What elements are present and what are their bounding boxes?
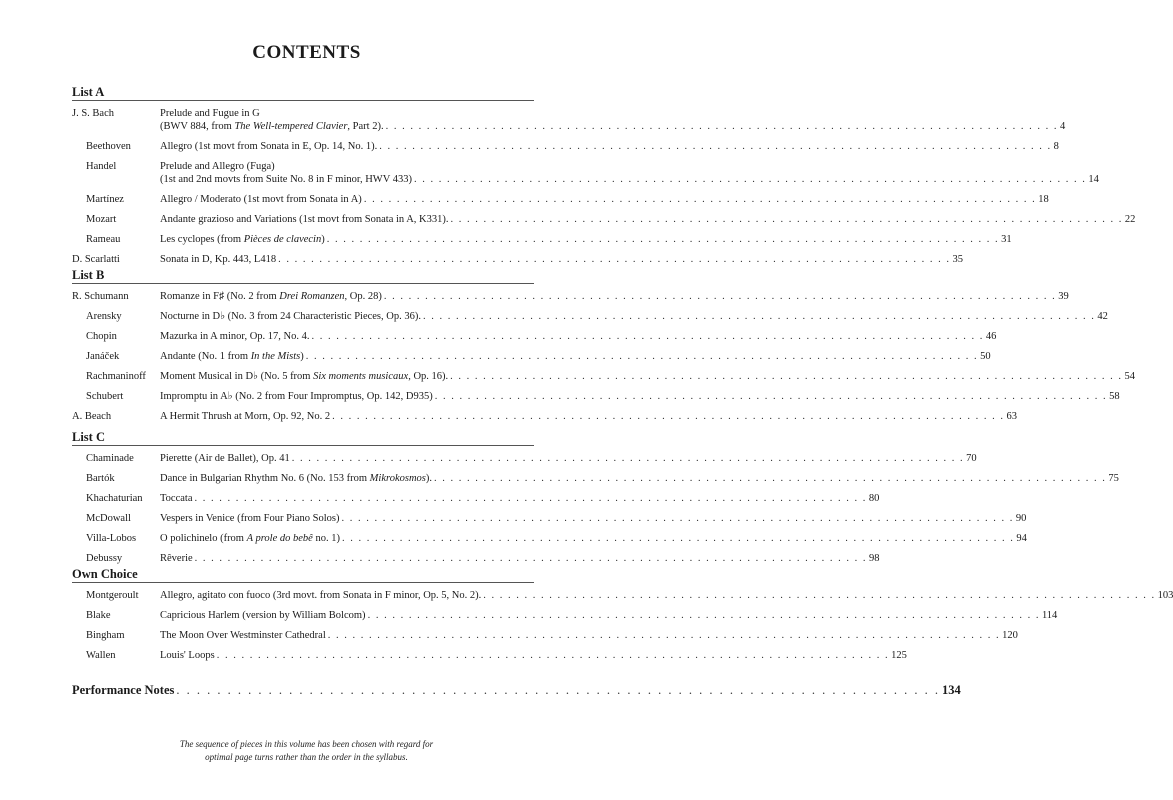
work-title-text bbox=[160, 350, 304, 363]
title-segment: (1st and 2nd movts from Suite No. 8 in F minor, HWV 433) bbox=[160, 174, 412, 185]
work-title-text bbox=[160, 290, 382, 303]
work-title-text bbox=[160, 370, 448, 383]
composer-name: Handel bbox=[86, 161, 117, 172]
work-title-text bbox=[160, 193, 362, 206]
page-number: 18 bbox=[1038, 194, 1049, 205]
title-segment: Allegro / Moderato (1st movt from Sonata in A) bbox=[160, 194, 362, 205]
composer-name: Rameau bbox=[86, 234, 121, 245]
dot-leader: . . . . . . . . . . . . . . . . . . . . . . . . . . . . . . . . . . . . . . . . . . . . . . . . . . . . . . . . . . . . . . . . . . . . . . . . . . . . . . . . . . bbox=[216, 650, 890, 661]
title-segment: Moment Musical in D♭ (No. 5 from bbox=[160, 371, 314, 382]
work-title-text bbox=[160, 160, 275, 173]
title-segment: Prelude and Fugue in G bbox=[160, 108, 260, 119]
page-number: 114 bbox=[1041, 610, 1058, 621]
page-number: 120 bbox=[1002, 630, 1018, 641]
composer-name: Schubert bbox=[86, 391, 124, 402]
composer-name: Khachaturian bbox=[86, 493, 143, 504]
work-title-text bbox=[160, 472, 432, 485]
dot-leader: . . . . . . . . . . . . . . . . . . . . . . . . . . . . . . . . . . . . . . . . . . . . . . . . . . . . . . . . . . . . . . . . . . . . . . . . . . . . . . . . . . bbox=[291, 453, 965, 464]
work-title-text bbox=[160, 330, 309, 343]
composer-name: Chaminade bbox=[86, 453, 134, 464]
title-segment: ) bbox=[321, 234, 325, 245]
section-heading: List A bbox=[72, 85, 105, 99]
work-title-text bbox=[160, 253, 276, 266]
page-number: 22 bbox=[1124, 214, 1136, 225]
composer-name: D. Scarlatti bbox=[72, 254, 120, 265]
composer-name: Arensky bbox=[86, 311, 122, 322]
dot-leader: . . . . . . . . . . . . . . . . . . . . . . . . . . . . . . . . . . . . . . . . . . . . . . . . . . . . . . . . . . . . . . . . . . . . . . . . . . . . . . . . . . bbox=[278, 254, 951, 265]
title-segment: Andante grazioso and Variations (1st movt from Sonata in A, K331). bbox=[160, 214, 449, 225]
dot-leader: . . . . . . . . . . . . . . . . . . . . . . . . . . . . . . . . . . . . . . . . . . . . . . . . . . . . . . . . . . . . . . . . . . . . . . . . . . . . . . . . . . bbox=[450, 214, 1123, 225]
section-divider bbox=[72, 582, 534, 583]
work-title-text bbox=[160, 410, 330, 423]
work-title-text bbox=[160, 310, 421, 323]
title-segment: Andante (No. 1 from bbox=[160, 351, 251, 362]
performance-notes-entry[interactable] bbox=[72, 683, 961, 698]
title-segment: Dance in Bulgarian Rhythm No. 6 (No. 153 from bbox=[160, 473, 370, 484]
title-segment: Les cyclopes (from bbox=[160, 234, 244, 245]
footnote bbox=[0, 738, 613, 764]
dot-leader: . . . . . . . . . . . . . . . . . . . . . . . . . . . . . . . . . . . . . . . . . . . . . . . . . . . . . . . . . . . . . . . . . . . . . . . . . . . . . . . . . . bbox=[305, 351, 979, 362]
work-title bbox=[160, 370, 1136, 383]
title-segment: (BWV 884, from bbox=[160, 121, 235, 132]
composer-name: J. S. Bach bbox=[72, 108, 114, 119]
dot-leader: . . . . . . . . . . . . . . . . . . . . . . . . . . . . . . . . . . . . . . . . . . . . . . . . . . . . . . . . . . . . . . . . . . . . . . . . . . . . . . . . . . bbox=[367, 610, 1040, 621]
dot-leader: . . . . . . . . . . . . . . . . . . . . . . . . . . . . . . . . . . . . . . . . . . . . . . . . . . . . . . . . . . . . . . . . . . . . . . . . . . . . . . . . . . bbox=[341, 533, 1015, 544]
work-title-text bbox=[160, 492, 193, 505]
composer-name: A. Beach bbox=[72, 411, 112, 422]
title-segment: ) bbox=[300, 351, 304, 362]
composer-name: Mozart bbox=[86, 214, 117, 225]
dot-leader: . . . . . . . . . . . . . . . . . . . . . . . . . . . . . . . . . . . . . . . . . . . . . . . . . . . . . . . . . . . . . . . . . . . . . . . . . . . . . . . . . . bbox=[383, 291, 1057, 302]
dot-leader: . . . . . . . . . . . . . . . . . . . . . . . . . . . . . . . . . . . . . . . . . . . . . . . . . . . . . . . . . . . . . . . . . . . . . . . . . . . . . . . . . . bbox=[450, 371, 1123, 382]
title-segment: Louis' Loops bbox=[160, 650, 215, 661]
dot-leader: . . . . . . . . . . . . . . . . . . . . . . . . . . . . . . . . . . . . . . . . . . . . . . . . . . . . . . . . . . . . . . . . . . . . . . . . . . . . . . . . . . bbox=[434, 391, 1108, 402]
work-title bbox=[160, 350, 991, 363]
composer-name: R. Schumann bbox=[72, 291, 129, 302]
page-number: 103 bbox=[1157, 590, 1173, 601]
dot-leader: . . . . . . . . . . . . . . . . . . . . . . . . . . . . . . . . . . . . . . . . . . . . . . . . . . . . . . . . . . . . . . . . . . . . . . . . . . . . . . . . . . bbox=[363, 194, 1037, 205]
work-title-text bbox=[160, 233, 325, 246]
dot-leader: . . . . . . . . . . . . . . . . . . . . . . . . . . . . . . . . . . . . . . . . . . . . . . . . . . . . . . . . . . . . . . . . . . . . . . . . . . . . . . . . . . bbox=[433, 473, 1107, 484]
work-title bbox=[160, 160, 1099, 186]
page-number: 42 bbox=[1097, 311, 1108, 322]
page-number: 14 bbox=[1088, 174, 1099, 185]
dot-leader: . . . . . . . . . . . . . . . . . . . . . . . . . . . . . . . . . . . . . . . . . . . . . . . . . . . . . . . . . . . . . . . . . . . . . . . . . . . . . . . . . . bbox=[194, 493, 867, 504]
work-title-text bbox=[160, 512, 339, 525]
title-segment: Toccata bbox=[160, 493, 193, 504]
work-title-text bbox=[160, 649, 215, 662]
page-number: 63 bbox=[1006, 411, 1018, 422]
section-heading: Own Choice bbox=[72, 567, 138, 581]
composer-name: Janáček bbox=[86, 351, 120, 362]
page-number: 31 bbox=[1001, 234, 1012, 245]
composer-name: Debussy bbox=[86, 553, 123, 564]
title-segment: Mazurka in A minor, Op. 17, No. 4. bbox=[160, 331, 310, 342]
page-number: 4 bbox=[1059, 121, 1066, 132]
dot-leader: . . . . . . . . . . . . . . . . . . . . . . . . . . . . . . . . . . . . . . . . . . . . . . . . . . . . . . . . . . . . . . . . . . . . . . . . . . . . . . . . . . bbox=[194, 553, 868, 564]
title-segment: A Hermit Thrush at Morn, Op. 92, No. 2 bbox=[160, 411, 331, 422]
page-number: 90 bbox=[1015, 513, 1027, 524]
title-segment: , Op. 16). bbox=[408, 371, 449, 382]
title-segment: Nocturne in D♭ (No. 3 from 24 Characteristic Pieces, Op. 36). bbox=[160, 311, 421, 322]
title-segment: , Part 2). bbox=[347, 121, 384, 132]
italic-title-segment: Six moments musicaux bbox=[313, 371, 409, 382]
composer-name: Montgeroult bbox=[86, 590, 139, 601]
title-segment: Impromptu in A♭ (No. 2 from Four Impromptus, Op. 142, D935) bbox=[160, 391, 433, 402]
work-title-text bbox=[160, 120, 384, 133]
composer-name: Blake bbox=[86, 610, 111, 621]
work-title-text bbox=[160, 213, 449, 226]
title-segment: Romanze in F♯ (No. 2 from bbox=[160, 291, 280, 302]
page-number: 98 bbox=[869, 553, 880, 564]
title-segment: Prelude and Allegro (Fuga) bbox=[160, 161, 275, 172]
title-segment: Allegro (1st movt from Sonata in E, Op. 14, No. 1). bbox=[160, 141, 378, 152]
work-title bbox=[160, 472, 1119, 485]
italic-title-segment: A prole do bebê bbox=[246, 533, 313, 544]
work-title-text bbox=[160, 452, 290, 465]
work-title bbox=[160, 330, 997, 343]
work-title bbox=[160, 310, 1108, 323]
dot-leader: . . . . . . . . . . . . . . . . . . . . . . . . . . . . . . . . . . . . . . . . . . . . . . . . . . . . . . . . . . . . . . . . . . . . . . . . . . . . . . . . . . bbox=[311, 331, 984, 342]
italic-title-segment: The Well-tempered Clavier bbox=[234, 121, 348, 132]
work-title-text bbox=[160, 609, 366, 622]
italic-title-segment: Mikrokosmos bbox=[369, 473, 426, 484]
section-divider bbox=[72, 100, 534, 101]
work-title bbox=[160, 452, 977, 465]
title-segment: ). bbox=[425, 473, 432, 484]
title-segment: , Op. 28) bbox=[344, 291, 382, 302]
page-number: 8 bbox=[1053, 141, 1059, 152]
composer-name: Beethoven bbox=[86, 141, 131, 152]
page-number: 54 bbox=[1124, 371, 1136, 382]
work-title bbox=[160, 629, 1018, 642]
work-title-text bbox=[160, 140, 377, 153]
dot-leader: . . . . . . . . . . . . . . . . . . . . . . . . . . . . . . . . . . . . . . . . . . . . . . . . . . . . . . . . . . . . . . . . . . . . . . . . . . . . . . . . . . bbox=[326, 234, 1000, 245]
title-segment: Rêverie bbox=[160, 553, 193, 564]
page-title: CONTENTS bbox=[252, 42, 361, 63]
section-divider bbox=[72, 283, 534, 284]
page-number: 80 bbox=[868, 493, 880, 504]
work-title-text bbox=[160, 107, 260, 120]
work-title bbox=[160, 253, 963, 266]
composer-name: Villa-Lobos bbox=[86, 533, 137, 544]
composer-name: Rachmaninoff bbox=[86, 371, 146, 382]
composer-name: Bingham bbox=[86, 630, 125, 641]
title-segment: Pierette (Air de Ballet), Op. 41 bbox=[160, 453, 290, 464]
composer-name: Chopin bbox=[86, 331, 117, 342]
title-segment: Vespers in Venice (from Four Piano Solos) bbox=[160, 513, 340, 524]
dot-leader: . . . . . . . . . . . . . . . . . . . . . . . . . . . . . . . . . . . . . . . . . . . . . . . . . . . . . . . . . . . . . . . . . . . . . . . . . . . . . . . . . . bbox=[385, 121, 1058, 132]
composer-name: Bartók bbox=[86, 473, 115, 484]
dot-leader: . . . . . . . . . . . . . . . . . . . . . . . . . . . . . . . . . . . . . . . . . . . . . . . . . . . . . . . . . . . . . . . . . . . . . . . . . . . . . . . . . . bbox=[413, 174, 1087, 185]
work-title bbox=[160, 649, 907, 662]
work-title bbox=[160, 492, 880, 505]
italic-title-segment: Pièces de clavecin bbox=[243, 234, 322, 245]
title-segment: Allegro, agitato con fuoco (3rd movt. from Sonata in F minor, Op. 5, No. 2). bbox=[160, 590, 482, 601]
work-title bbox=[160, 213, 1136, 226]
work-title bbox=[160, 290, 1069, 303]
work-title bbox=[160, 532, 1027, 545]
italic-title-segment: Drei Romanzen bbox=[279, 291, 345, 302]
performance-notes-label: Performance Notes bbox=[72, 683, 175, 697]
work-title bbox=[160, 140, 1059, 153]
dot-leader: . . . . . . . . . . . . . . . . . . . . . . . . . . . . . . . . . . . . . . . . . . . . . . . . . . . . . . . . . . . . . . . . . . . . . . . . . . . . . . . . . . bbox=[341, 513, 1014, 524]
title-segment: Capricious Harlem (version by William Bolcom) bbox=[160, 610, 366, 621]
composer-name: Wallen bbox=[86, 650, 116, 661]
dot-leader: . . . . . . . . . . . . . . . . . . . . . . . . . . . . . . . . . . . . . . . . . . . . . . . . . . . . . . . . . . . . . . . . . . . . . . . . . . . bbox=[176, 683, 941, 697]
work-title bbox=[160, 107, 1066, 133]
work-title bbox=[160, 609, 1058, 622]
dot-leader: . . . . . . . . . . . . . . . . . . . . . . . . . . . . . . . . . . . . . . . . . . . . . . . . . . . . . . . . . . . . . . . . . . . . . . . . . . . . . . . . . . bbox=[327, 630, 1001, 641]
page-number: 35 bbox=[952, 254, 963, 265]
work-title bbox=[160, 390, 1120, 403]
work-title-text bbox=[160, 390, 433, 403]
title-segment: no. 1) bbox=[312, 533, 340, 544]
work-title-text bbox=[160, 589, 481, 602]
page-number: 46 bbox=[985, 331, 997, 342]
page-number: 58 bbox=[1109, 391, 1120, 402]
composer-name: McDowall bbox=[86, 513, 131, 524]
page-number: 39 bbox=[1058, 291, 1069, 302]
dot-leader: . . . . . . . . . . . . . . . . . . . . . . . . . . . . . . . . . . . . . . . . . . . . . . . . . . . . . . . . . . . . . . . . . . . . . . . . . . . . . . . . . . bbox=[379, 141, 1052, 152]
section-heading: List C bbox=[72, 430, 105, 444]
page-number: 134 bbox=[942, 683, 961, 697]
composer-name: Martínez bbox=[86, 194, 124, 205]
page-number: 125 bbox=[891, 650, 907, 661]
work-title bbox=[160, 589, 1173, 602]
page-number: 70 bbox=[966, 453, 977, 464]
work-title-text bbox=[160, 629, 326, 642]
page-number: 94 bbox=[1016, 533, 1027, 544]
title-segment: O polichinelo (from bbox=[160, 533, 247, 544]
section-divider bbox=[72, 445, 534, 446]
footnote-line: optimal page turns rather than the order in the syllabus. bbox=[205, 752, 408, 762]
work-title bbox=[160, 552, 880, 565]
page-number: 75 bbox=[1108, 473, 1119, 484]
work-title bbox=[160, 193, 1049, 206]
title-segment: Sonata in D, Kp. 443, L418 bbox=[160, 254, 277, 265]
work-title bbox=[160, 410, 1018, 423]
section-heading: List B bbox=[72, 268, 105, 282]
work-title bbox=[160, 233, 1012, 246]
dot-leader: . . . . . . . . . . . . . . . . . . . . . . . . . . . . . . . . . . . . . . . . . . . . . . . . . . . . . . . . . . . . . . . . . . . . . . . . . . . . . . . . . . bbox=[422, 311, 1096, 322]
footnote-line: The sequence of pieces in this volume has been chosen with regard for bbox=[179, 739, 434, 749]
dot-leader: . . . . . . . . . . . . . . . . . . . . . . . . . . . . . . . . . . . . . . . . . . . . . . . . . . . . . . . . . . . . . . . . . . . . . . . . . . . . . . . . . . bbox=[332, 411, 1005, 422]
work-title bbox=[160, 512, 1027, 525]
work-title-text bbox=[160, 552, 193, 565]
dot-leader: . . . . . . . . . . . . . . . . . . . . . . . . . . . . . . . . . . . . . . . . . . . . . . . . . . . . . . . . . . . . . . . . . . . . . . . . . . . . . . . . . . bbox=[483, 590, 1156, 601]
page-number: 50 bbox=[980, 351, 991, 362]
italic-title-segment: In the Mists bbox=[250, 351, 301, 362]
title-segment: The Moon Over Westminster Cathedral bbox=[160, 630, 326, 641]
work-title-text bbox=[160, 532, 340, 545]
work-title-text bbox=[160, 173, 412, 186]
